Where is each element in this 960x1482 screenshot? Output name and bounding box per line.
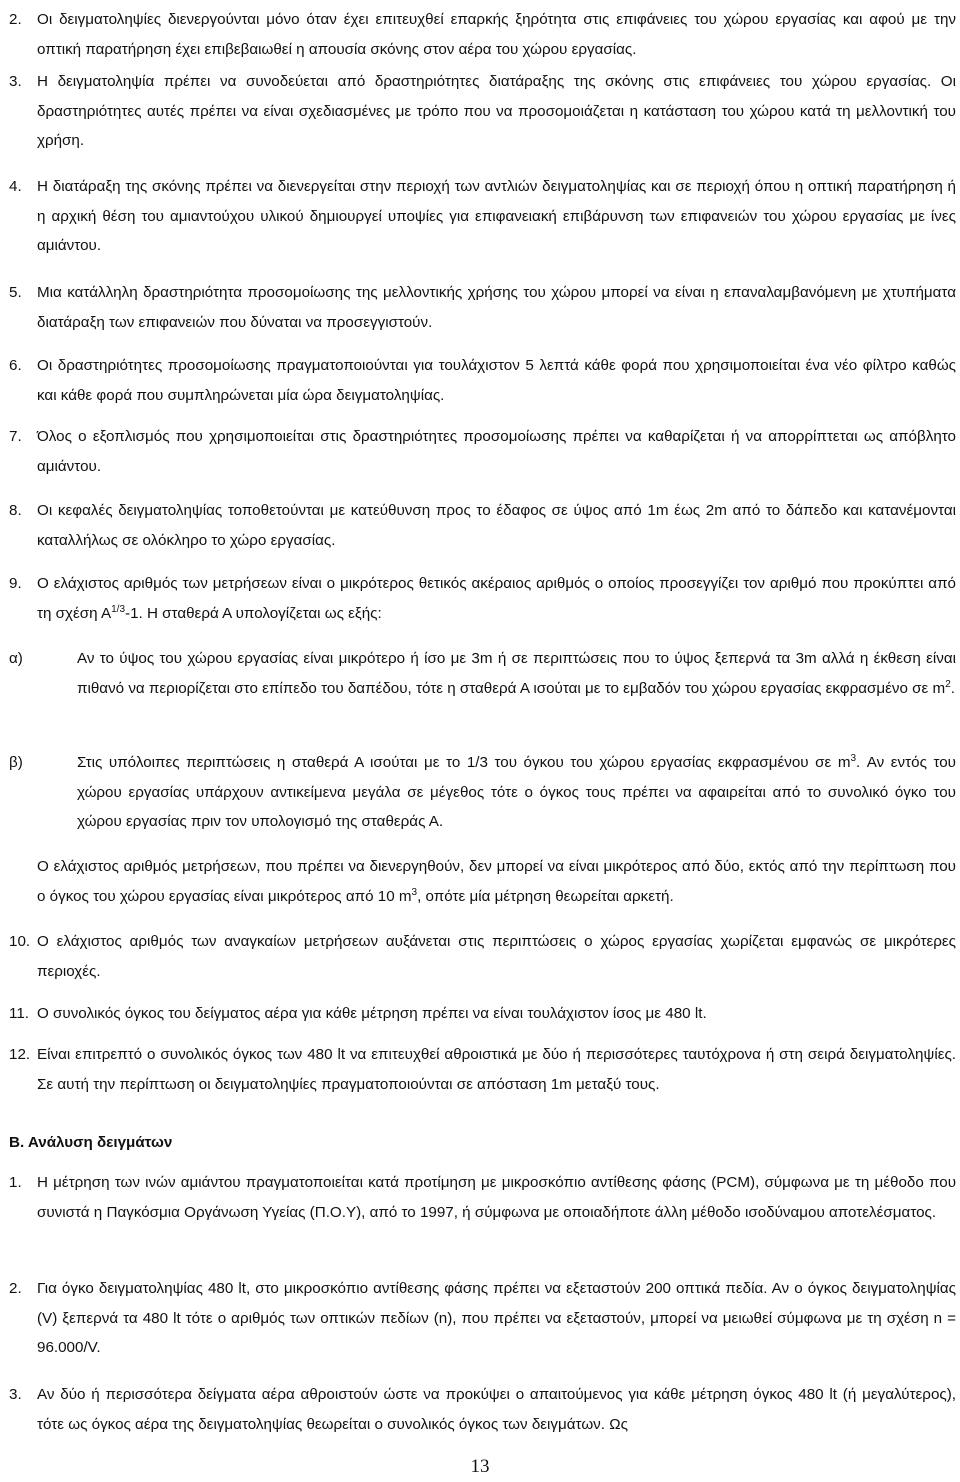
superscript: 1/3 [111, 603, 126, 615]
analysis-item-3 [9, 1380, 956, 1439]
superscript: 2 [945, 678, 951, 690]
list-item-text-part: -1. Η σταθερά Α υπολογίζεται ως εξής: [125, 604, 382, 622]
list-item-number: 1. [9, 1174, 22, 1191]
list-item-number: 2. [9, 11, 22, 28]
sub-item-text [77, 748, 956, 837]
list-item-text: Η δειγματοληψία πρέπει να συνοδεύεται από δραστηριότητες διατάραξης της σκόνης στις επιφάνειες του χώρου εργασίας. Οι δραστηριότητες αυτές πρέπει να είναι σχεδιασμένες με τρόπο που να προσομοιάζεται η κατάσταση του χώρου κατά τη μελλοντική του χρήση. [37, 73, 956, 149]
sub-item-text-part: . Αν εντός του χώρου εργασίας υπάρχουν αντικείμενα μεγάλα σε μέγεθος τότε ο όγκος τους πρέπει να αφαιρείται από το συνολικό όγκο του χώρου εργασίας πριν τον υπολογισμό της σταθεράς Α. [77, 754, 956, 830]
note-text-part: , οπότε μία μέτρηση θεωρείται αρκετή. [417, 887, 674, 905]
list-item-text: Οι δειγματοληψίες διενεργούνται μόνο όταν έχει επιτευχθεί επαρκής ξηρότητα στις επιφάνειες του χώρου εργασίας και αφού με την οπτική παρατήρηση έχει επιβεβαιωθεί η απουσία σκόνης στον αέρα του χώρου εργασίας. [37, 11, 956, 58]
list-item-9 [9, 569, 956, 628]
list-item-text: Η διατάραξη της σκόνης πρέπει να διενεργείται στην περιοχή των αντλιών δειγματοληψίας και σε περιοχή όπου η οπτική παρατήρηση ή η αρχική θέση του αμιαντούχου υλικού δημιουργεί υποψίες για επιφανειακή επιβάρυνση των επιφανειών του χώρου εργασίας με ίνες αμιάντου. [37, 178, 956, 254]
list-item-text: Ο συνολικός όγκος του δείγματος αέρα για κάθε μέτρηση πρέπει να είναι τουλάχιστον ίσος με 480 lt. [37, 1005, 707, 1022]
list-item-4 [9, 172, 956, 261]
note-text-part: Ο ελάχιστος αριθμός μετρήσεων, που πρέπει να διενεργηθούν, δεν μπορεί να είναι μικρότερος από δύο, εκτός από την περίπτωση που ο όγκος του χώρου εργασίας είναι μικρότερος από 10 m [37, 858, 956, 905]
analysis-item-2 [9, 1274, 956, 1363]
min-measurements-note [37, 852, 956, 911]
list-item-number: 4. [9, 178, 22, 195]
list-item-text: Η μέτρηση των ινών αμιάντου πραγματοποιείται κατά προτίμηση με μικροσκόπιο αντίθεσης φάσης (PCM), σύμφωνα με τη μέθοδο που συνιστά η Παγκόσμια Οργάνωση Υγείας (Π.Ο.Υ), από το 1997, ή σύμφωνα με οποιαδήποτε άλλη μέθοδο ισοδύναμου αποτελέσματος. [37, 1174, 956, 1221]
list-item-number: 3. [9, 1386, 22, 1403]
list-item-number: 2. [9, 1280, 22, 1297]
list-item-text: Για όγκο δειγματοληψίας 480 lt, στο μικροσκόπιο αντίθεσης φάσης πρέπει να εξεταστούν 200 οπτικά πεδία. Αν ο όγκος δειγματοληψίας (V) ξεπερνά τα 480 lt τότε ο αριθμός των οπτικών πεδίων (n), που πρέπει να εξεταστούν, μπορεί να μειωθεί σύμφωνα με τη σχέση n = 96.000/V. [37, 1280, 956, 1356]
sub-item-text-part: . [950, 679, 955, 697]
list-item-number: 9. [9, 575, 22, 592]
list-item-text: Οι δραστηριότητες προσομοίωσης πραγματοποιούνται για τουλάχιστον 5 λεπτά κάθε φορά που χρησιμοποιείται ένα νέο φίλτρο καθώς και κάθε φορά που συμπληρώνεται μία ώρα δειγματοληψίας. [37, 357, 956, 404]
analysis-item-1 [9, 1168, 956, 1227]
list-item-number: 12. [9, 1046, 31, 1063]
list-item-3 [9, 67, 956, 156]
list-item-number: 6. [9, 357, 22, 374]
list-item-number: 3. [9, 73, 22, 90]
section-heading: Β. Ανάλυση δειγμάτων [9, 1134, 173, 1151]
list-item-6 [9, 351, 956, 410]
list-item-text: Είναι επιτρεπτό ο συνολικός όγκος των 480 lt να επιτευχθεί αθροιστικά με δύο ή περισσότερες ταυτόχρονα ή στη σειρά δειγματοληψίες. Σε αυτή την περίπτωση οι δειγματοληψίες πραγματοποιούνται σε απόσταση 1m μεταξύ τους. [37, 1046, 956, 1093]
superscript: 3 [850, 753, 857, 764]
page-number: 13 [470, 1456, 490, 1477]
list-item-text [37, 569, 956, 628]
sub-item-text-part: Στις υπόλοιπες περιπτώσεις η σταθερά Α ισούται με το 1/3 του όγκου του χώρου εργασίας εκφρασμένου σε m [77, 754, 851, 771]
list-item-text: Οι κεφαλές δειγματοληψίας τοποθετούνται με κατεύθυνση προς το έδαφος σε ύψος από 1m έως 2m από το δάπεδο και κατανέμονται καταλλήλως σε ολόκληρο το χώρο εργασίας. [37, 502, 956, 549]
list-item-8 [9, 496, 956, 555]
sub-item-label: β) [9, 754, 23, 771]
sub-item-text-part: Αν το ύψος του χώρου εργασίας είναι μικρότερο ή ίσο με 3m ή σε περιπτώσεις που το ύψος ξεπερνά τα 3m αλλά η έκθεση είναι πιθανό να περιορίζεται στο επίπεδο του δαπέδου, τότε η σταθερά Α ισούται με το εμβαδόν του χώρου εργασίας εκφρασμένο σε m [77, 650, 956, 697]
list-item-text-part: Ο ελάχιστος αριθμός των μετρήσεων είναι ο μικρότερος θετικός ακέραιος αριθμός ο οποίος προσεγγίζει τον αριθμό που προκύπτει από τη σχέση Α [37, 575, 956, 622]
list-item-text: Ο ελάχιστος αριθμός των αναγκαίων μετρήσεων αυξάνεται στις περιπτώσεις ο χώρος εργασίας χωρίζεται εμφανώς σε μικρότερες περιοχές. [37, 933, 956, 980]
list-item-number: 5. [9, 284, 22, 301]
list-item-number: 10. [9, 933, 31, 950]
list-item-10 [9, 927, 956, 986]
list-item-5 [9, 278, 956, 337]
list-item-text: Όλος ο εξοπλισμός που χρησιμοποιείται στις δραστηριότητες προσομοίωσης πρέπει να καθαρίζεται ή να απορρίπτεται ως απόβλητο αμιάντου. [37, 428, 956, 475]
list-item-text: Μια κατάλληλη δραστηριότητα προσομοίωσης της μελλοντικής χρήσης του χώρου μπορεί να είναι η επαναλαμβανόμενη με χτυπήματα διατάραξη των επιφανειών που δύναται να προσεγγιστούν. [37, 284, 956, 331]
list-item-11 [9, 999, 956, 1029]
sub-item-text [77, 644, 956, 703]
list-item-number: 7. [9, 428, 22, 445]
sub-item-b [9, 748, 956, 837]
list-item-text: Αν δύο ή περισσότερα δείγματα αέρα αθροιστούν ώστε να προκύψει ο απαιτούμενος για κάθε μέτρηση όγκος 480 lt (ή μεγαλύτερος), τότε ως όγκος αέρα της δειγματοληψίας θεωρείται ο συνολικός όγκος των δειγμάτων. Ως [37, 1386, 956, 1433]
list-item-number: 11. [9, 1005, 29, 1022]
sub-item-label: α) [9, 650, 23, 667]
superscript: 3 [411, 886, 418, 898]
list-item-7 [9, 422, 956, 481]
list-item-number: 8. [9, 502, 22, 519]
list-item-12 [9, 1040, 956, 1099]
sub-item-a [9, 644, 956, 703]
list-item-2 [9, 5, 956, 64]
